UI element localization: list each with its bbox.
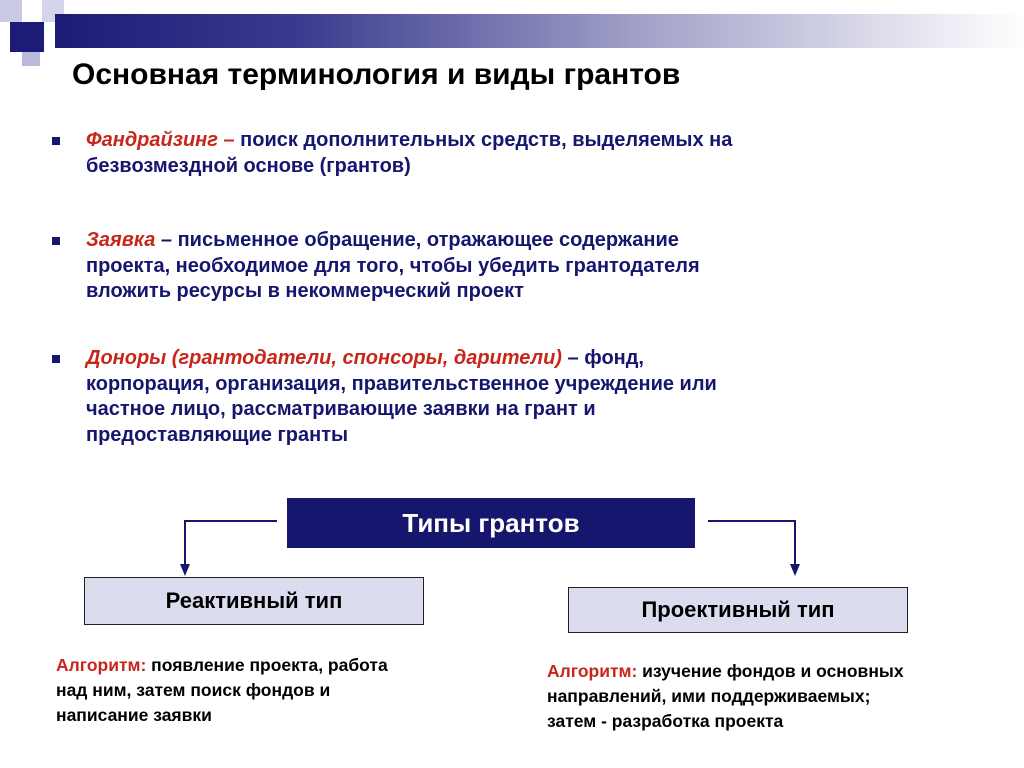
arrowhead-right-icon: [790, 564, 800, 576]
algorithm-label: Алгоритм:: [547, 661, 638, 681]
definition-text: – фонд,: [561, 347, 644, 369]
definition-text: корпорация, организация, правительственное учреждение или: [86, 372, 717, 395]
proactive-algorithm: [547, 659, 1017, 734]
reactive-type-box: Реактивный тип: [84, 577, 424, 625]
definition-text: частное лицо, рассматривающие заявки на грант и: [86, 398, 596, 420]
definition-text: безвозмездной основе (грантов): [86, 154, 411, 177]
algorithm-text: над ним, затем поиск фондов и: [56, 680, 331, 700]
arrowhead-left-icon: [180, 564, 190, 576]
connector-left-arrow: [185, 521, 277, 565]
algorithm-text: затем - разработка проекта: [547, 711, 784, 731]
connector-right-arrow: [708, 521, 795, 565]
algorithm-text: направлений, ими поддерживаемых;: [547, 686, 871, 706]
algorithm-label: Алгоритм:: [56, 655, 147, 675]
definition-text: предоставляющие гранты: [86, 423, 349, 446]
grant-types-heading: Типы грантов: [287, 498, 695, 548]
definition-term: Доноры (грантодатели, спонсоры, дарители): [86, 347, 562, 369]
algorithm-text: написание заявки: [56, 705, 212, 725]
definition-term: Фандрайзинг –: [86, 129, 235, 151]
definition-text: вложить ресурсы в некоммерческий проект: [86, 280, 524, 302]
algorithm-text: появление проекта, работа: [146, 655, 388, 675]
algorithm-text: изучение фондов и основных: [637, 661, 904, 681]
page-title: Основная терминология и виды грантов: [72, 58, 681, 91]
proactive-type-box: Проективный тип: [568, 587, 908, 633]
definition-text: проекта, необходимое для того, чтобы убедить грантодателя: [86, 254, 700, 277]
definition-term: Заявка: [86, 229, 156, 251]
definition-text: – письменное обращение, отражающее содержание: [155, 229, 679, 251]
definition-text: поиск дополнительных средств, выделяемых на: [234, 129, 733, 151]
reactive-algorithm: [56, 653, 496, 728]
